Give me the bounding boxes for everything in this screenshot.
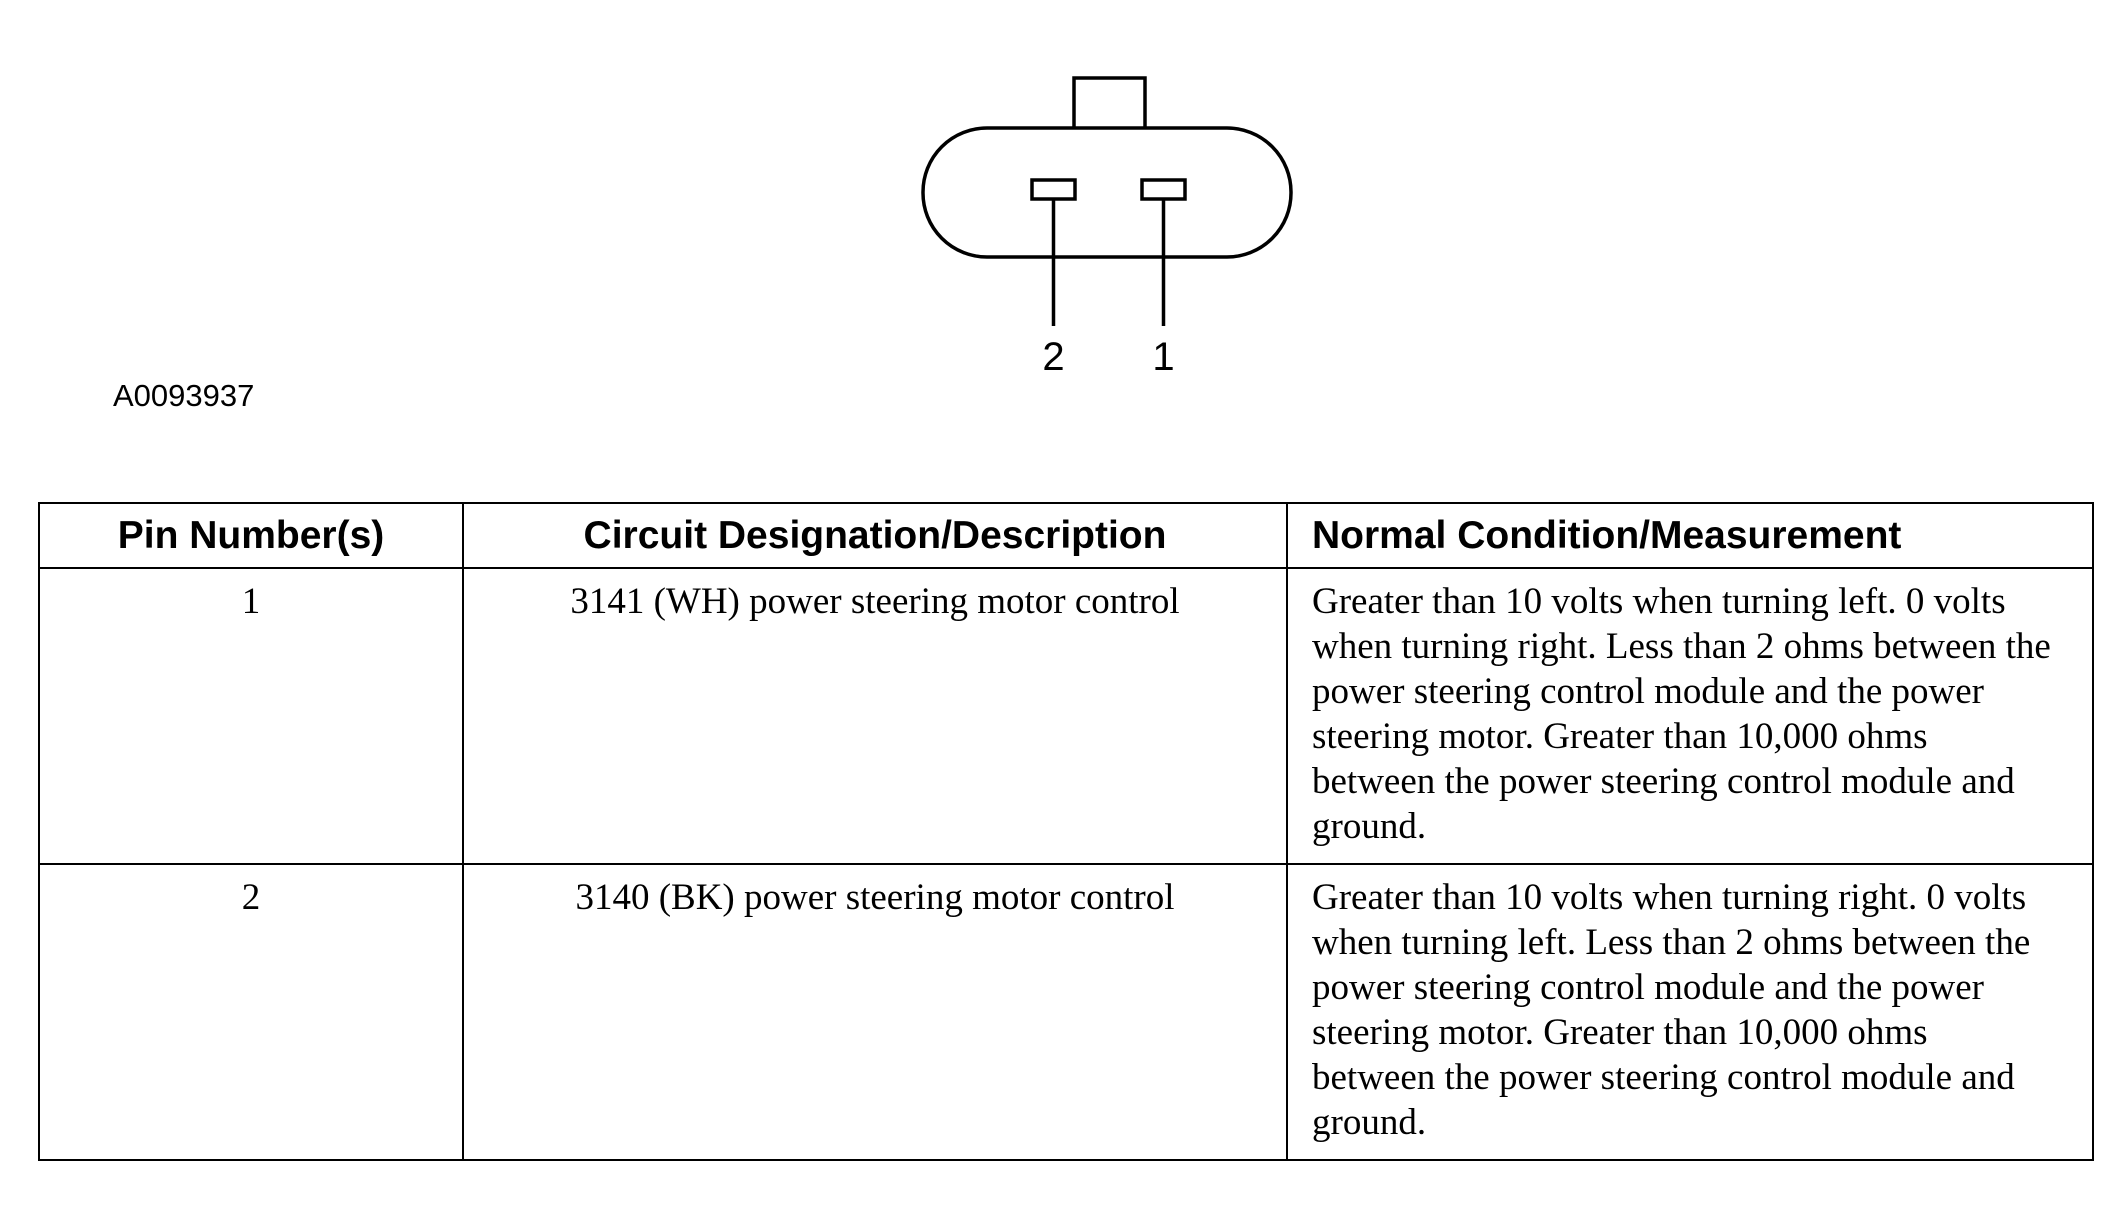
table-header-row	[39, 503, 2093, 568]
connector-latch-tab	[1074, 78, 1145, 130]
connector-body	[923, 128, 1291, 257]
connector-pin-2-label: 2	[1042, 335, 1065, 379]
cell-circuit-description: 3141 (WH) power steering motor control	[463, 568, 1287, 864]
table-row	[39, 864, 2093, 1160]
cell-circuit-description: 3140 (BK) power steering motor control	[463, 864, 1287, 1160]
cell-pin-number: 1	[39, 568, 463, 864]
header-normal-condition: Normal Condition/Measurement	[1287, 503, 2093, 568]
header-pin-numbers: Pin Number(s)	[39, 503, 463, 568]
cell-normal-condition: Greater than 10 volts when turning right. 0 volts when turning left. Less than 2 ohms between the power steering control module and the power steering motor. Greater than 10,000 ohms between the power steering control module and ground.	[1287, 864, 2093, 1160]
cell-normal-condition: Greater than 10 volts when turning left. 0 volts when turning right. Less than 2 ohms between the power steering control module and the power steering motor. Greater than 10,000 ohms between the power steering control module and ground.	[1287, 568, 2093, 864]
connector-pin-1-terminal	[1142, 180, 1185, 199]
cell-pin-number: 2	[39, 864, 463, 1160]
connector-diagram	[0, 0, 2124, 420]
pin-table	[38, 502, 2094, 1161]
figure-id: A0093937	[113, 378, 255, 413]
header-circuit-designation: Circuit Designation/Description	[463, 503, 1287, 568]
connector-pin-1-label: 1	[1152, 335, 1175, 379]
table-row	[39, 568, 2093, 864]
connector-pin-2-terminal	[1032, 180, 1075, 199]
